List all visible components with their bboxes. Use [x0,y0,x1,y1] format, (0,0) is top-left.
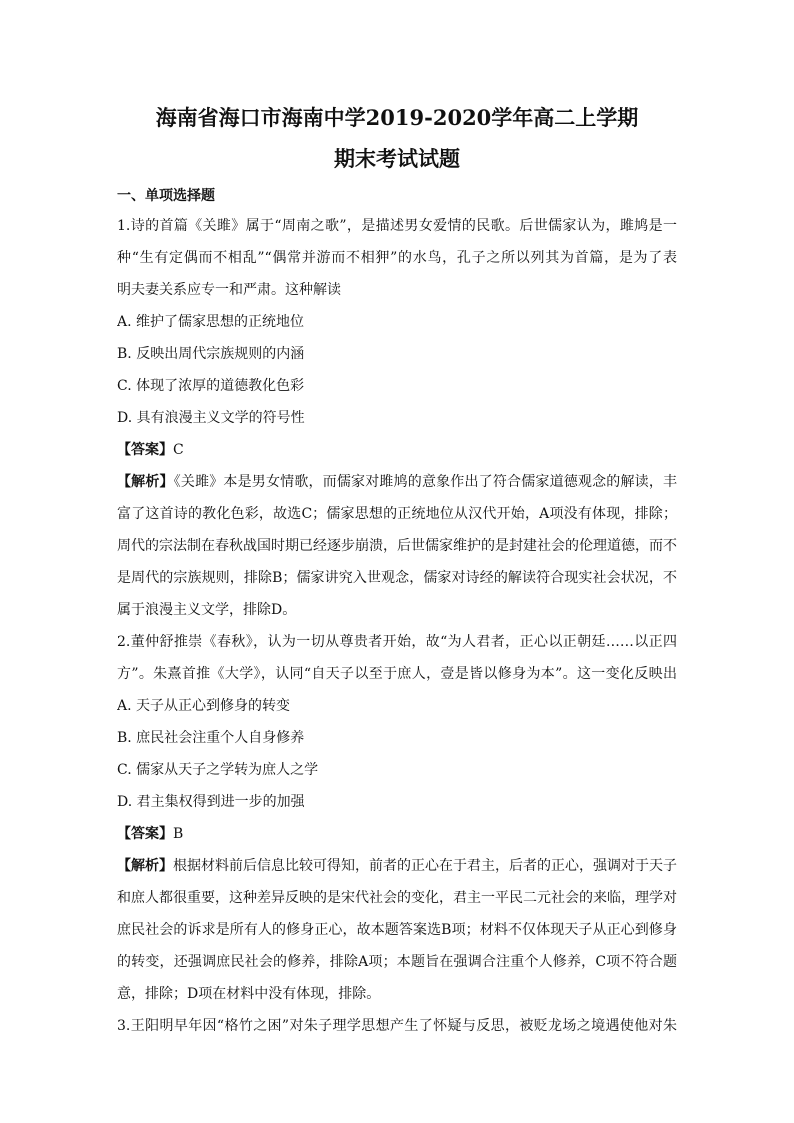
doc-title-line1: 海南省海口市海南中学2019-2020学年高二上学期 [155,105,639,130]
q1-answer [117,441,677,459]
doc-title-line2: 期末考试试题 [334,146,460,171]
q1-option-b: B. 反映出周代宗族规则的内涵 [117,346,305,362]
q2-answer-value: B [173,826,184,842]
q1-option-a: A. 维护了儒家思想的正统地位 [117,314,305,330]
q1-analysis-line2: 富了这首诗的教化色彩，故选C；儒家思想的正统地位从汉代开始，A项没有体现，排除； [117,506,677,522]
q2-analysis-line1 [117,857,677,875]
q2-analysis-line4: 的转变，还强调庶民社会的修养，排除A项；本题旨在强调合注重个人修养，C项不符合题 [117,954,677,970]
q2-stem-line1: 2.董仲舒推崇《春秋》，认为一切从尊贵者开始，故“为人君者，正心以正朝廷……以正四 [117,634,677,650]
q1-option-d: D. 具有浪漫主义文学的符号性 [117,410,305,426]
q2-analysis-line2: 和庶人都很重要，这种差异反映的是宋代社会的变化，君主一平民二元社会的来临，理学对 [117,890,677,906]
q2-option-a: A. 天子从正心到修身的转变 [117,698,291,714]
q1-option-c: C. 体现了浓厚的道德教化色彩 [117,378,305,394]
q1-answer-value: C [173,442,184,458]
q2-analysis-text: 根据材料前后信息比较可得知，前者的正心在于君主，后者的正心，强调对于天子 [173,858,677,874]
q1-stem-line1: 1.诗的首篇《关雎》属于“周南之歌”，是描述男女爱情的民歌。后世儒家认为，雎鸠是一 [117,218,677,234]
q2-analysis-label: 【解析】 [117,858,173,874]
q2-option-b: B. 庶民社会注重个人自身修养 [117,730,305,746]
q1-analysis-line4: 是周代的宗族规则，排除B；儒家讲究入世观念，儒家对诗经的解读符合现实社会状况，不 [117,570,677,586]
q2-answer-label: 【答案】 [117,826,173,842]
q2-analysis-line5: 意，排除；D项在材料中没有体现，排除。 [117,986,381,1002]
q1-analysis-label: 【解析】 [117,474,174,490]
q2-analysis-line3: 庶民社会的诉求是所有人的修身正心，故本题答案选B项；材料不仅体现天子从正心到修身 [117,922,677,938]
q2-option-d: D. 君主集权得到进一步的加强 [117,794,305,810]
q1-analysis-text: 《关雎》本是男女情歌，而儒家对雎鸠的意象作出了符合儒家道德观念的解读，丰 [173,474,677,490]
q3-stem-line1: 3.王阳明早年因“格竹之困”对朱子理学思想产生了怀疑与反思，被贬龙场之境遇使他对朱 [117,1018,677,1034]
q1-analysis-line3: 周代的宗法制在春秋战国时期已经逐步崩溃，后世儒家维护的是封建社会的伦理道德，而不 [117,538,677,554]
q2-option-c: C. 儒家从天子之学转为庶人之学 [117,762,319,778]
q1-analysis-line1 [117,473,677,491]
q2-stem-line2: 方”。朱熹首推《大学》，认同“自天子以至于庶人，壹是皆以修身为本”。这一变化反映出 [117,666,677,682]
section-heading: 一、单项选择题 [117,188,215,204]
q1-analysis-line5: 属于浪漫主义文学，排除D。 [117,602,297,618]
q1-answer-label: 【答案】 [117,442,173,458]
q1-stem-line2: 种“生有定偶而不相乱”“偶常并游而不相狎”的水鸟，孔子之所以列其为首篇，是为了表 [117,250,677,266]
q1-stem-line3: 明夫妻关系应专一和严肃。这种解读 [117,282,341,298]
q2-answer [117,825,677,843]
